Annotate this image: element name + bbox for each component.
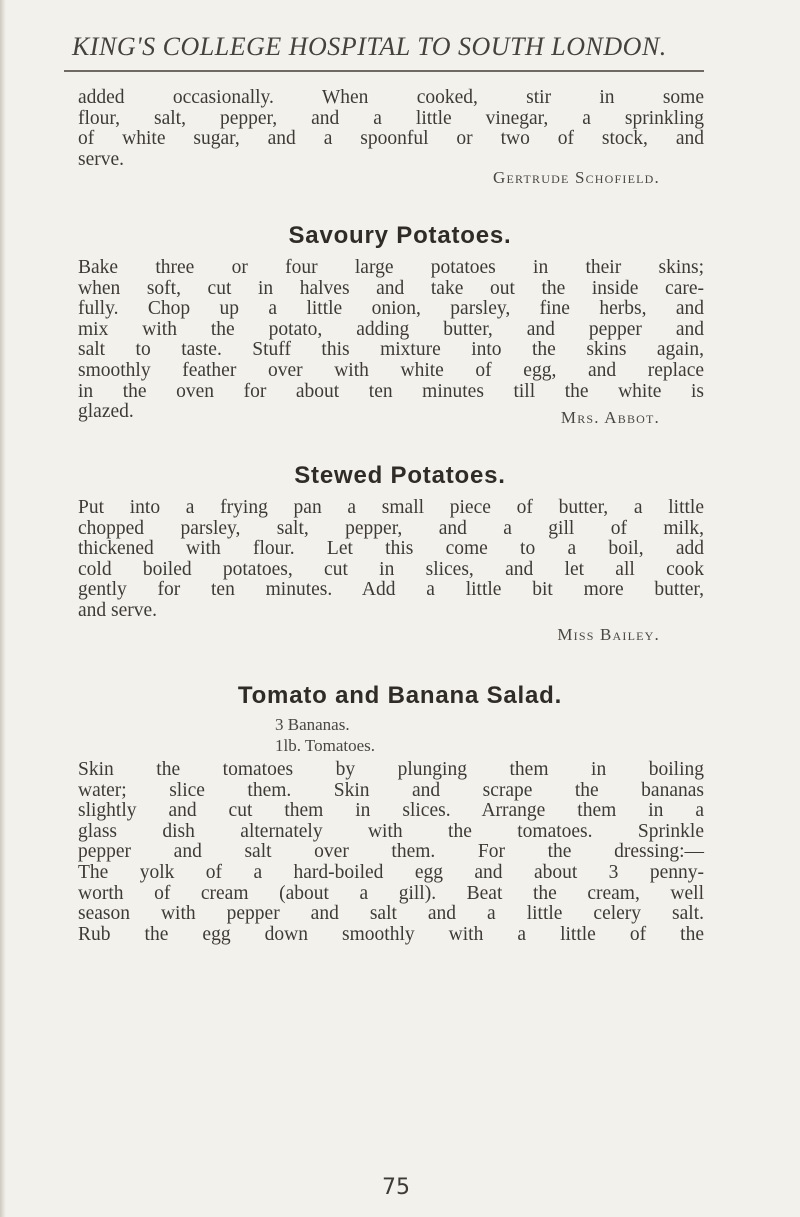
continuation-paragraph: [78, 88, 704, 170]
page-edge-shadow: [0, 0, 6, 1217]
page-number: 75: [382, 1175, 410, 1200]
signature: Miss Bailey.: [557, 625, 660, 644]
text-line: serve.: [78, 148, 125, 170]
recipe-body: [78, 760, 704, 945]
text-line: chopped parsley, salt, pepper, and a gill of milk,: [78, 517, 704, 539]
text-line: Rub the egg down smoothly with a little of the: [78, 923, 704, 945]
text-line: of white sugar, and a spoonful or two of stock, and: [78, 128, 704, 150]
text-line: in the oven for about ten minutes till the white is: [78, 380, 704, 402]
text-line: Put into a frying pan a small piece of butter, a little: [78, 497, 704, 518]
text-line: and serve.: [78, 599, 158, 621]
text-line: cold boiled potatoes, cut in slices, and let all cook: [78, 558, 704, 580]
text-line: pepper and salt over them. For the dressing:—: [78, 841, 704, 863]
running-head: KING'S COLLEGE HOSPITAL TO SOUTH LONDON.: [72, 32, 667, 61]
recipe-title: Stewed Potatoes.: [294, 462, 506, 489]
text-line: gently for ten minutes. Add a little bit more butter,: [78, 579, 704, 601]
text-line: smoothly feather over with white of egg, and replace: [78, 359, 704, 381]
text-line: added occasionally. When cooked, stir in some: [78, 87, 704, 108]
text-line: worth of cream (about a gill). Beat the cream, well: [78, 882, 704, 904]
text-line: glazed.: [78, 401, 134, 423]
recipe-body: [78, 498, 704, 622]
text-line: The yolk of a hard-boiled egg and about 3 penny-: [78, 861, 704, 883]
text-line: Bake three or four large potatoes in their skins;: [78, 257, 704, 278]
text-line: thickened with flour. Let this come to a boil, add: [78, 538, 704, 560]
text-line: Skin the tomatoes by plunging them in boiling: [78, 759, 704, 780]
recipe-body: [78, 258, 704, 423]
text-line: mix with the potato, adding butter, and pepper and: [78, 318, 704, 340]
ingredient-item: 1lb. Tomatoes.: [275, 736, 376, 755]
text-line: season with pepper and salt and a little celery salt.: [78, 903, 704, 925]
recipe-title: Savoury Potatoes.: [288, 222, 512, 249]
text-line: water; slice them. Skin and scrape the bananas: [78, 779, 704, 801]
ingredient-item: 3 Bananas.: [275, 715, 350, 734]
text-line: fully. Chop up a little onion, parsley, fine herbs, and: [78, 298, 704, 320]
header-rule: [64, 70, 704, 72]
text-line: glass dish alternately with the tomatoes. Sprinkle: [78, 820, 704, 842]
text-line: when soft, cut in halves and take out the inside care-: [78, 277, 704, 299]
text-line: flour, salt, pepper, and a little vinegar, a sprinkling: [78, 107, 704, 129]
text-line: slightly and cut them in slices. Arrange them in a: [78, 800, 704, 822]
recipe-title: Tomato and Banana Salad.: [237, 682, 563, 709]
signature: Gertrude Schofield.: [493, 168, 660, 187]
text-line: salt to taste. Stuff this mixture into the skins again,: [78, 339, 704, 361]
signature: Mrs. Abbot.: [560, 408, 660, 427]
